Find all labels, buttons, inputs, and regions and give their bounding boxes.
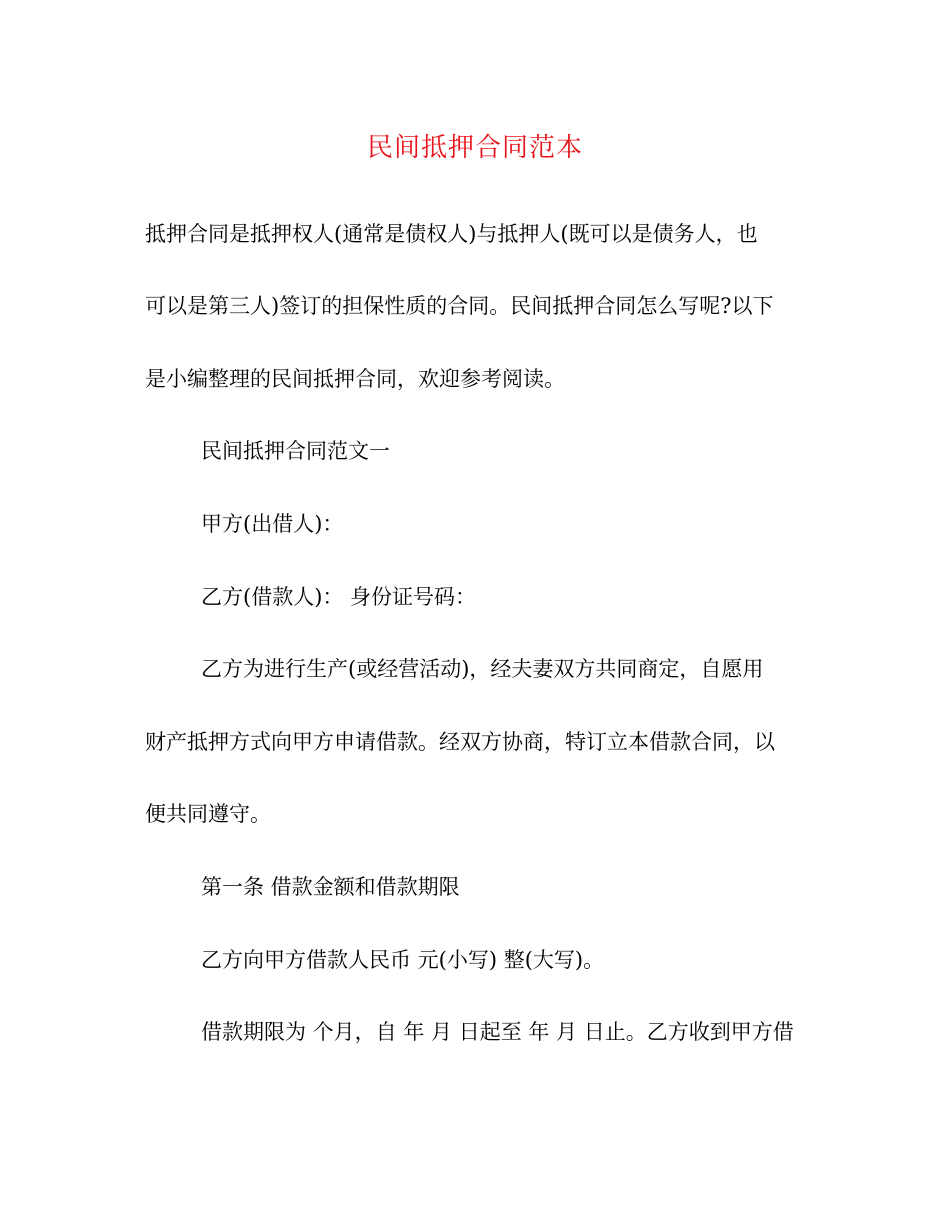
intro-line-2: 可以是第三人)签订的担保性质的合同。民间抵押合同怎么写呢?以下 — [145, 294, 774, 318]
intro-line-3: 是小编整理的民间抵押合同，欢迎参考阅读。 — [145, 367, 565, 391]
section-heading: 民间抵押合同范文一 — [201, 439, 390, 463]
article-1-amount-line: 乙方向甲方借款人民币 元(小写) 整(大写)。 — [201, 948, 605, 972]
preamble-line-3: 便共同遵守。 — [145, 802, 271, 826]
party-b-line: 乙方(借款人)： 身份证号码： — [201, 585, 477, 609]
party-a-line: 甲方(出借人)： — [201, 512, 344, 536]
document-title: 民间抵押合同范本 — [366, 133, 583, 163]
intro-line-1: 抵押合同是抵押权人(通常是债权人)与抵押人(既可以是债务人，也 — [145, 222, 758, 246]
article-1-term-line: 借款期限为 个月，自 年 月 日起至 年 月 日止。乙方收到甲方借 — [201, 1020, 794, 1044]
article-1-heading: 第一条 借款金额和借款期限 — [201, 875, 460, 899]
preamble-line-2: 财产抵押方式向甲方申请借款。经双方协商，特订立本借款合同，以 — [145, 730, 775, 754]
preamble-line-1: 乙方为进行生产(或经营活动)，经夫妻双方共同商定，自愿用 — [201, 657, 764, 681]
